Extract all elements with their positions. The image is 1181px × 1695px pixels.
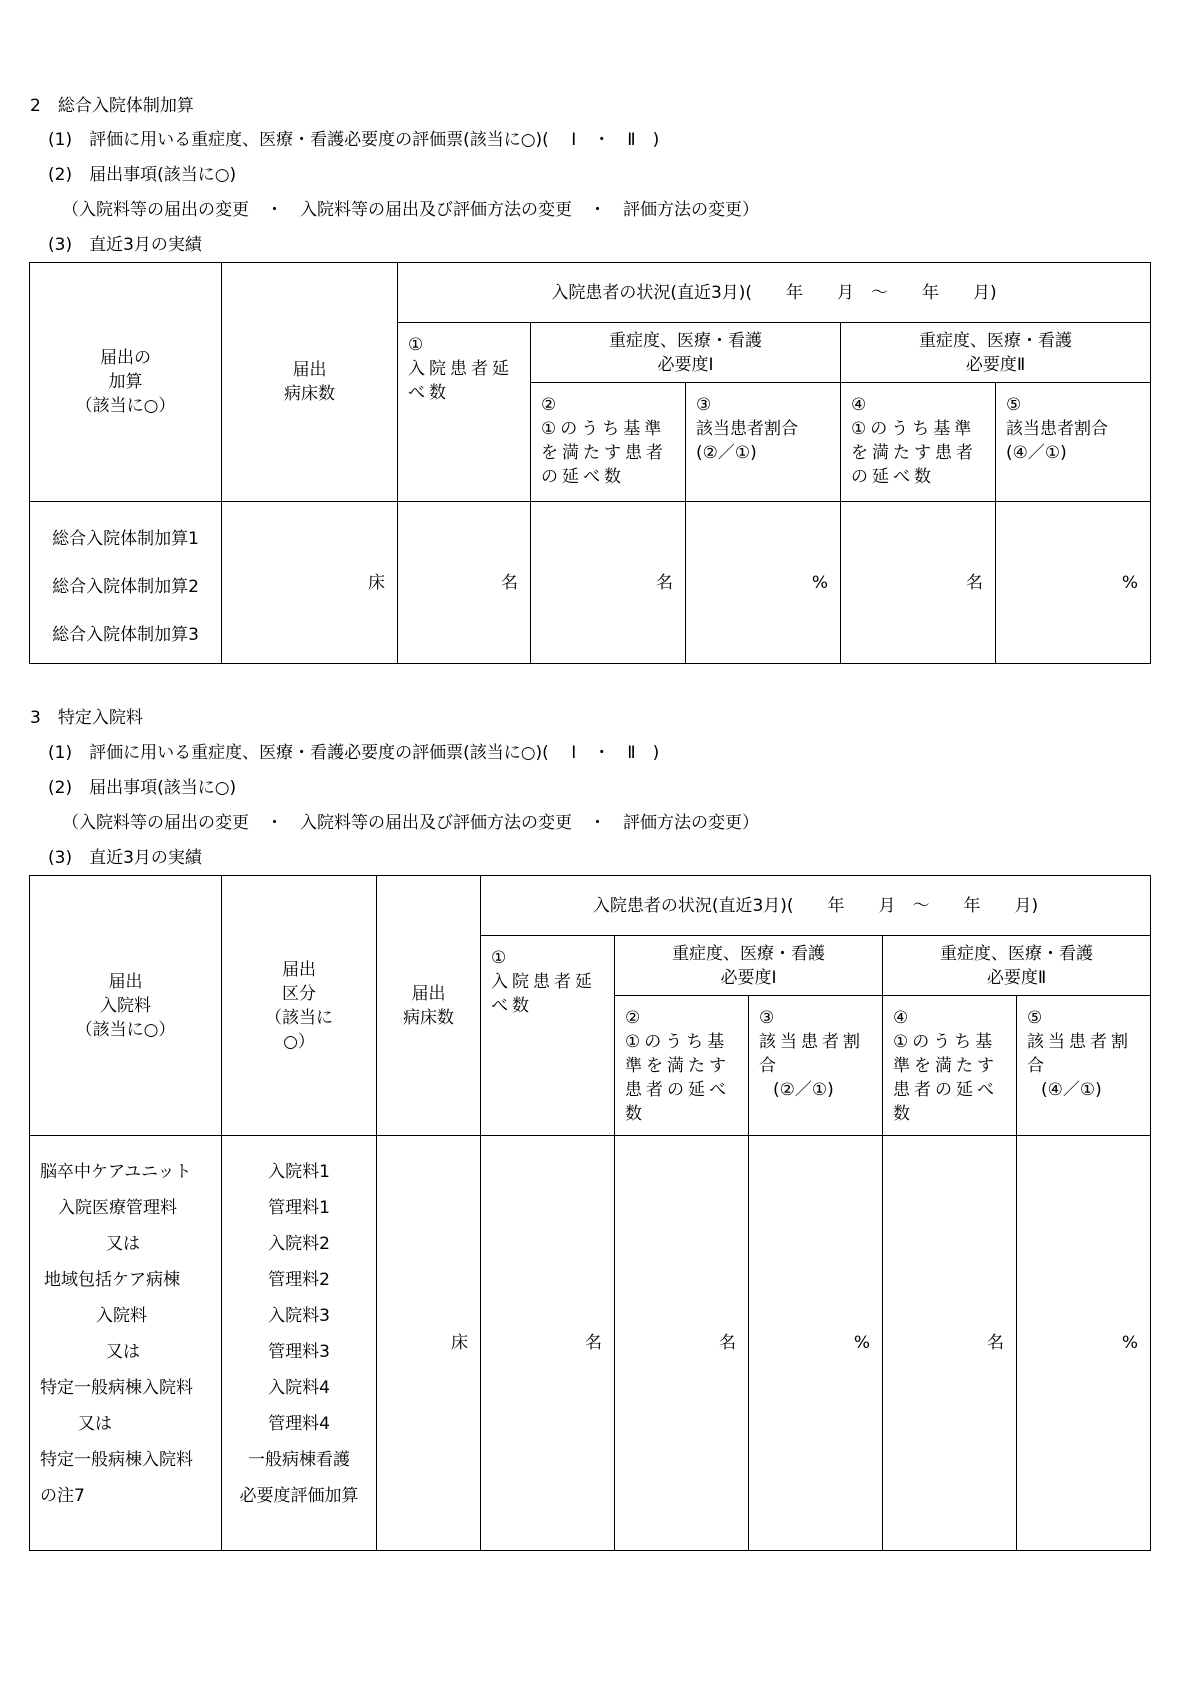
- fee-list: [30, 1136, 222, 1551]
- list-item: 一般病棟看護: [248, 1450, 350, 1470]
- header-addition: 届出の 加算 （該当に○）: [30, 263, 222, 502]
- header-group2: 重症度、医療・看護 必要度Ⅱ: [883, 936, 1151, 996]
- list-item: 又は: [106, 1234, 140, 1254]
- section3-title: 3 特定入院料: [30, 708, 143, 728]
- header-beds: 届出 病床数: [222, 263, 398, 502]
- header-status: 入院患者の状況(直近3月)( 年 月 ～ 年 月): [398, 263, 1151, 323]
- c4-unit: 名: [841, 502, 996, 664]
- list-item: 又は: [106, 1342, 140, 1362]
- list-item: 地域包括ケア病棟: [44, 1270, 180, 1290]
- beds-unit: 床: [222, 502, 398, 664]
- section2-item2-options: （入院料等の届出の変更 ・ 入院料等の届出及び評価方法の変更 ・ 評価方法の変更）: [62, 200, 759, 220]
- list-item: 管理料3: [268, 1342, 330, 1362]
- header-group2: 重症度、医療・看護 必要度Ⅱ: [841, 323, 1151, 383]
- list-item: 入院医療管理料: [58, 1198, 177, 1218]
- c3-unit: %: [749, 1136, 883, 1551]
- header-c1: ① 入院患者延べ数: [481, 936, 615, 1136]
- header-division: 届出 区分 （該当に ○）: [222, 876, 377, 1136]
- list-item: 特定一般病棟入院料: [40, 1450, 193, 1470]
- section3-item2: (2) 届出事項(該当に○): [48, 778, 237, 798]
- beds-unit: 床: [377, 1136, 481, 1551]
- header-c5: ⑤ 該当患者割合 (④／①): [1017, 996, 1151, 1136]
- header-c2: ② ①のうち基準を満たす患者の延べ数: [531, 383, 686, 502]
- section3-item3: (3) 直近3月の実績: [48, 848, 202, 868]
- header-c4: ④ ①のうち基準を満たす患者の延べ数: [883, 996, 1017, 1136]
- header-c5: ⑤ 該当患者割合 (④／①): [996, 383, 1151, 502]
- list-item: 又は: [78, 1414, 112, 1434]
- list-item: 総合入院体制加算1: [52, 528, 199, 549]
- list-item: 入院料: [96, 1306, 147, 1326]
- header-group1: 重症度、医療・看護 必要度Ⅰ: [531, 323, 841, 383]
- section2-item2: (2) 届出事項(該当に○): [48, 165, 237, 185]
- c4-unit: 名: [883, 1136, 1017, 1551]
- list-item: 入院料2: [268, 1234, 330, 1254]
- list-item: 管理料2: [268, 1270, 330, 1290]
- section2-item3: (3) 直近3月の実績: [48, 235, 202, 255]
- section2-item1: (1) 評価に用いる重症度、医療・看護必要度の評価票(該当に○)( Ⅰ ・ Ⅱ ): [48, 130, 660, 150]
- c2-unit: 名: [615, 1136, 749, 1551]
- section2-title: 2 総合入院体制加算: [30, 96, 194, 116]
- list-item: 入院料4: [268, 1378, 330, 1398]
- c1-unit: 名: [481, 1136, 615, 1551]
- c1-unit: 名: [398, 502, 531, 664]
- header-c1: ① 入院患者延べ数: [398, 323, 531, 502]
- header-fee: 届出 入院料 （該当に○）: [30, 876, 222, 1136]
- section2-table: [29, 262, 1151, 664]
- list-item: 管理料1: [268, 1198, 330, 1218]
- c2-unit: 名: [531, 502, 686, 664]
- header-status: 入院患者の状況(直近3月)( 年 月 ～ 年 月): [481, 876, 1151, 936]
- c5-unit: %: [996, 502, 1151, 664]
- list-item: 必要度評価加算: [239, 1486, 359, 1506]
- c5-unit: %: [1017, 1136, 1151, 1551]
- header-group1: 重症度、医療・看護 必要度Ⅰ: [615, 936, 883, 996]
- list-item: 特定一般病棟入院料: [40, 1378, 193, 1398]
- list-item: 総合入院体制加算2: [52, 576, 199, 597]
- header-c3: ③ 該当患者割合 (②／①): [686, 383, 841, 502]
- list-item: 入院料3: [268, 1306, 330, 1326]
- header-c2: ② ①のうち基準を満たす患者の延べ数: [615, 996, 749, 1136]
- list-item: 管理料4: [268, 1414, 330, 1434]
- division-list: [222, 1136, 377, 1551]
- section3-item2-options: （入院料等の届出の変更 ・ 入院料等の届出及び評価方法の変更 ・ 評価方法の変更）: [62, 813, 759, 833]
- section3-table: [29, 875, 1151, 1551]
- c3-unit: %: [686, 502, 841, 664]
- list-item: の注7: [40, 1486, 85, 1506]
- addition-list: [30, 502, 222, 664]
- header-c4: ④ ①のうち基準を満たす患者の延べ数: [841, 383, 996, 502]
- list-item: 総合入院体制加算3: [52, 624, 199, 645]
- header-beds: 届出 病床数: [377, 876, 481, 1136]
- section3-item1: (1) 評価に用いる重症度、医療・看護必要度の評価票(該当に○)( Ⅰ ・ Ⅱ ): [48, 743, 660, 763]
- list-item: 脳卒中ケアユニット: [40, 1162, 192, 1182]
- list-item: 入院料1: [268, 1162, 330, 1182]
- header-c3: ③ 該当患者割合 (②／①): [749, 996, 883, 1136]
